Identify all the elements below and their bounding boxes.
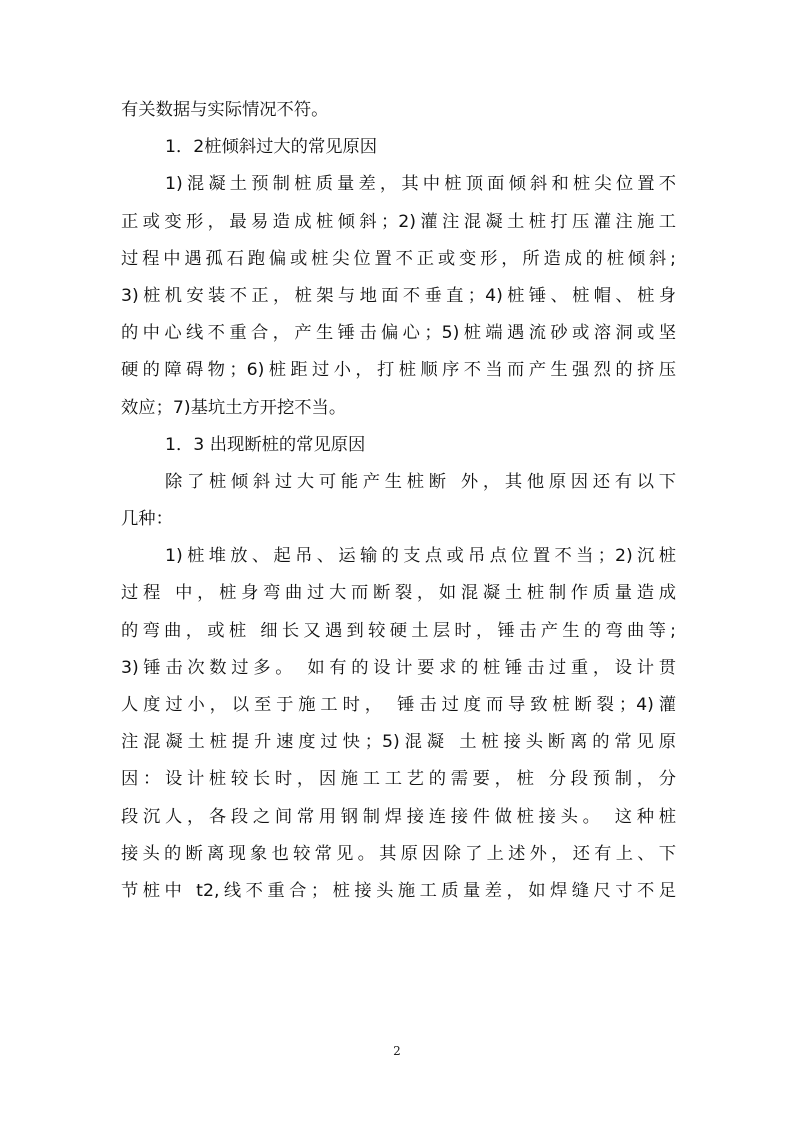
body-text: [121, 92, 676, 910]
text-line: 几种：: [121, 509, 173, 530]
text-line: 硬的障碍物；6)桩距过小，打桩顺序不当而产生强烈的挤压: [121, 360, 676, 381]
text-line: 的中心线不重合，产生锤击偏心；5)桩端遇流砂或溶洞或坚: [121, 323, 676, 344]
text-line: 1．2桩倾斜过大的常见原因: [165, 137, 378, 158]
page-number: 2: [393, 1044, 401, 1058]
text-line: 段沉人，各段之间常用钢制焊接连接件做桩接头。 这种桩: [121, 806, 676, 827]
text-line: 效应；7)基坑土方开挖不当。: [121, 397, 347, 418]
text-line: 1)桩堆放、起吊、运输的支点或吊点位置不当；2)沉桩: [165, 546, 676, 567]
text-line: 正或变形，最易造成桩倾斜；2)灌注混凝土桩打压灌注施工: [121, 211, 676, 232]
text-line: 过程中遇孤石跑偏或桩尖位置不正或变形，所造成的桩倾斜;: [121, 248, 676, 269]
text-line: 人度过小，以至于施工时， 锤击过度而导致桩断裂；4)灌: [121, 695, 676, 715]
text-line: 有关数据与实际情况不符。: [121, 100, 329, 120]
text-line: 1．3 出现断桩的常见原因: [165, 434, 366, 455]
text-line: 因：设计桩较长时，因施工工艺的需要，桩 分段预制，分: [121, 769, 676, 790]
text-line: 除了桩倾斜过大可能产生桩断 外，其他原因还有以下: [165, 471, 676, 492]
text-line: 3)桩机安装不正，桩架与地面不垂直；4)桩锤、桩帽、桩身: [121, 285, 676, 306]
text-line: 注混凝土桩提升速度过快；5)混凝 土桩接头断离的常见原: [121, 732, 676, 753]
text-line: 3)锤击次数过多。 如有的设计要求的桩锤击过重，设计贯: [121, 657, 676, 678]
text-line: 接头的断离现象也较常见。其原因除了上述外，还有上、下: [121, 843, 676, 864]
text-line: 1)混凝土预制桩质量差，其中桩顶面倾斜和桩尖位置不: [165, 174, 676, 195]
text-line: 过程 中，桩身弯曲过大而断裂，如混凝土桩制作质量造成: [121, 583, 676, 604]
text-line: 节桩中 t2,线不重合；桩接头施工质量差，如焊缝尺寸不足: [121, 880, 676, 901]
text-line: 的弯曲，或桩 细长又遇到较硬土层时，锤击产生的弯曲等;: [121, 620, 676, 641]
